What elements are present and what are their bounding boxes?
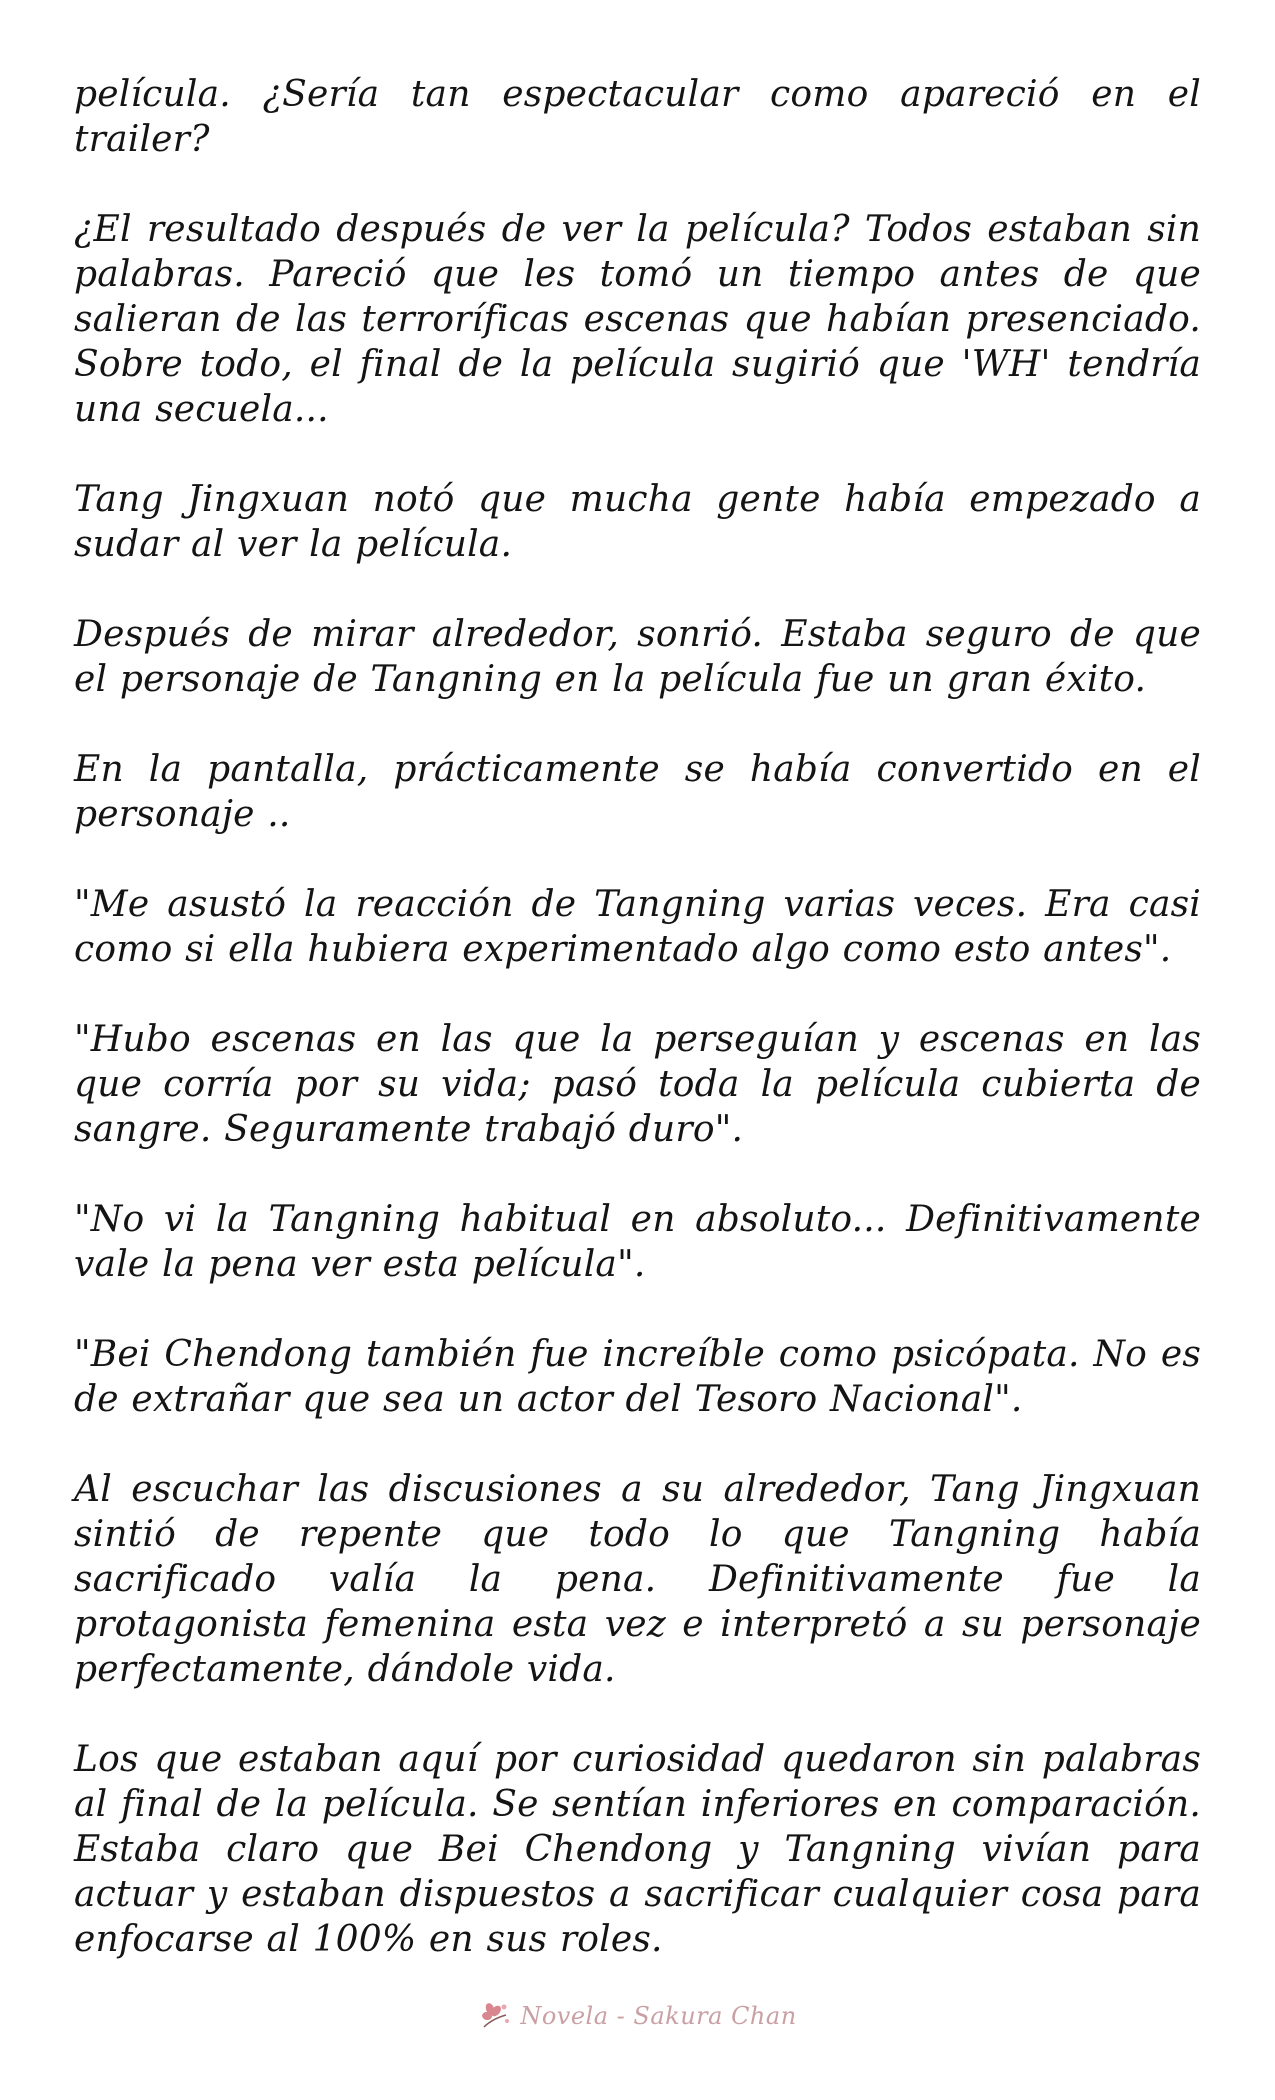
- paragraph-10: Al escuchar las discusiones a su alrededor, Tang Jingxuan sintió de repente que todo lo que Tangning había sacrificado valía la pena. Definitivamente fue la protagonista femenina esta vez e interpretó a su personaje perfectamente, dándole vida.: [74, 1469, 1201, 1690]
- paragraph-7: "Hubo escenas en las que la perseguían y escenas en las que corría por su vida; pasó toda la película cubierta de sangre. Seguramente trabajó duro".: [74, 1019, 1201, 1150]
- watermark-text: Novela - Sakura Chan: [520, 2002, 797, 2030]
- paragraph-9: "Bei Chendong también fue increíble como psicópata. No es de extrañar que sea un actor del Tesoro Nacional".: [74, 1334, 1201, 1420]
- text-column: [74, 72, 1201, 2007]
- paragraph-2: ¿El resultado después de ver la película? Todos estaban sin palabras. Pareció que les tomó un tiempo antes de que salieran de las terroríficas escenas que habían presenciado. Sobre todo, el final de la película sugirió que 'WH' tendría una secuela...: [74, 209, 1201, 430]
- paragraph-3: Tang Jingxuan notó que mucha gente había empezado a sudar al ver la película.: [74, 479, 1201, 565]
- paragraph-4: Después de mirar alrededor, sonrió. Estaba seguro de que el personaje de Tangning en la película fue un gran éxito.: [74, 614, 1201, 700]
- paragraph-5: En la pantalla, prácticamente se había convertido en el personaje ..: [74, 749, 1201, 835]
- paragraph-8: "No vi la Tangning habitual en absoluto... Definitivamente vale la pena ver esta película".: [74, 1199, 1201, 1285]
- watermark: [0, 1996, 1275, 2036]
- paragraph-6: "Me asustó la reacción de Tangning varias veces. Era casi como si ella hubiera experimentado algo como esto antes".: [74, 884, 1201, 970]
- sakura-blossom-icon: [478, 2001, 512, 2031]
- paragraph-11: Los que estaban aquí por curiosidad quedaron sin palabras al final de la película. Se sentían inferiores en comparación. Estaba claro que Bei Chendong y Tangning vivían para actuar y estaban dispuestos a sacrificar cualquier cosa para enfocarse al 100% en sus roles.: [74, 1739, 1201, 1960]
- paragraph-1: película. ¿Sería tan espectacular como apareció en el trailer?: [74, 74, 1201, 160]
